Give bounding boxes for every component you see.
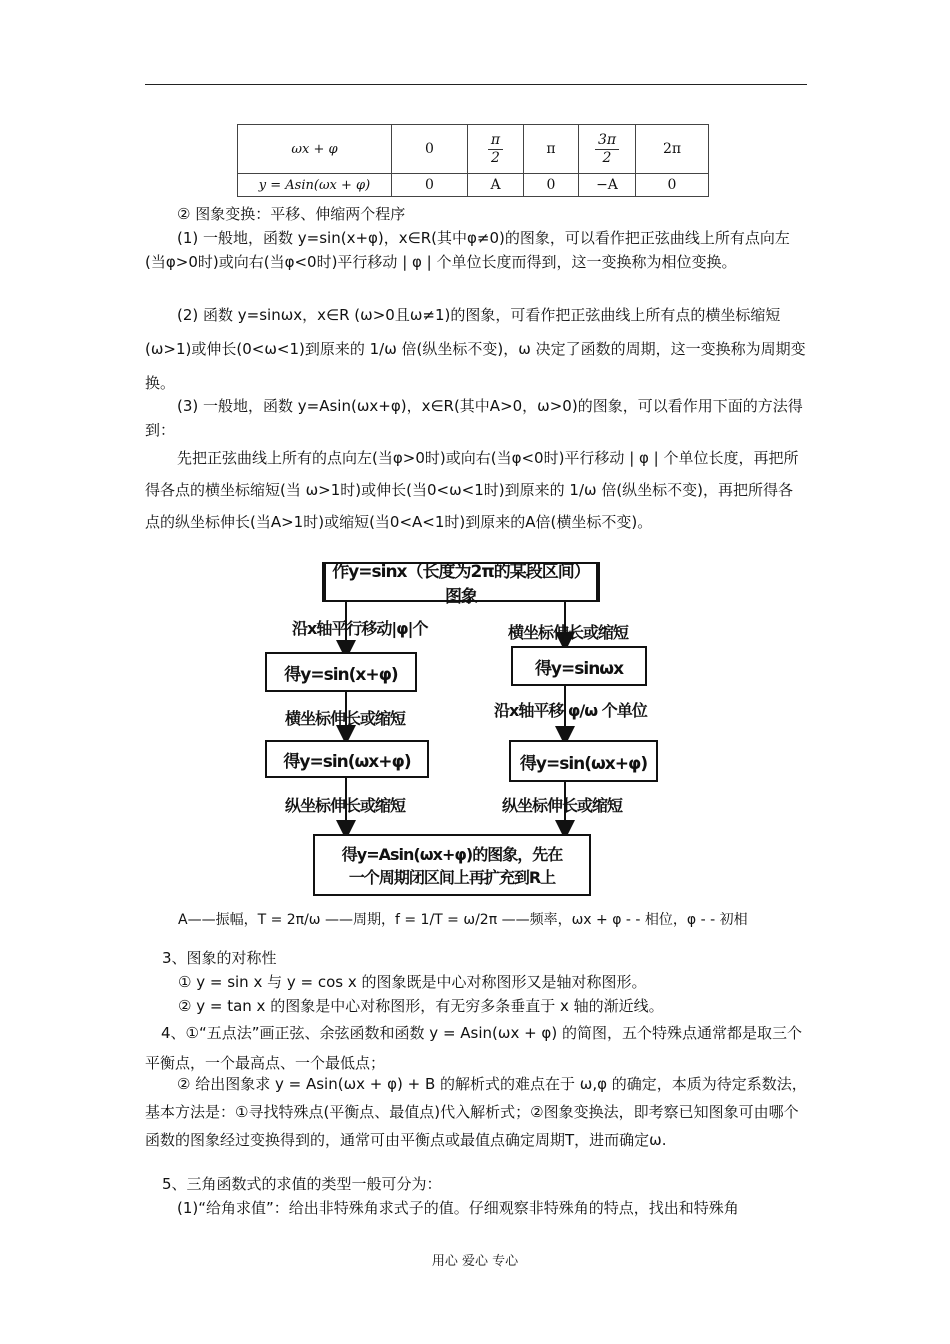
- flow-top-box: 作y=sinx（长度为2π的某段区间）图象: [322, 562, 600, 602]
- table-cell: 0: [392, 174, 468, 197]
- amplitude-formula-line: A——振幅，T = 2π/ω ——周期，f = 1/T = ω/2π ——频率，ωx + φ - - 相位，φ - - 初相: [178, 912, 748, 928]
- section-3-item-2: ② y = tan x 的图象是中心对称图形，有无穷多条垂直于 x 轴的渐近线。: [178, 997, 664, 1015]
- flow-right-label-1: 横坐标伸长或缩短: [508, 623, 629, 642]
- flow-bottom-box: [313, 834, 591, 896]
- flow-bottom-line-2: 一个周期闭区间上再扩充到R上: [348, 868, 556, 887]
- page-footer: 用心 爱心 专心: [431, 1254, 519, 1269]
- flow-left-label-3: 纵坐标伸长或缩短: [285, 796, 406, 815]
- section-5-title: 5、三角函数式的求值的类型一般可分为：: [162, 1175, 442, 1193]
- paragraph-period-change: (2) 函数 y=sinωx，x∈R (ω>0且ω≠1)的图象，可看作把正弦曲线上所有点的横坐标缩短(ω>1)或伸长(0<ω<1)到原来的 1/ω 倍(纵坐标不变)，ω 决定了函数的周期，这一变换称为周期变换。: [145, 306, 806, 392]
- flow-left-label-1: 沿x轴平行移动|φ|个: [292, 619, 428, 638]
- transform-title: ② 图象变换：平移、伸缩两个程序: [177, 205, 406, 223]
- table-cell: $\frac{\pi}{2}$: [468, 125, 524, 174]
- section-3-title: 3、图象的对称性: [162, 949, 277, 967]
- flow-left-box-2: 得y=sin(ωx+φ): [265, 740, 429, 778]
- table-cell: −A: [579, 174, 636, 197]
- section-4-item-2: ② 给出图象求 y = Asin(ωx + φ) + B 的解析式的难点在于 ω,φ 的确定，本质为待定系数法，基本方法是：①寻找特殊点(平衡点、最值点)代入解析式；②图象变换法，即考察已知图象可由哪个函数的图象经过变换得到的，通常可由平衡点或最值点确定周期T，进而确定ω.: [145, 1075, 807, 1149]
- table-cell: 0: [524, 174, 579, 197]
- table-cell: A: [468, 174, 524, 197]
- flow-right-box-1: 得y=sinωx: [511, 646, 647, 686]
- section-5-item-1: (1)“给角求值”：给出非特殊角求式子的值。仔细观察非特殊角的特点，找出和特殊角: [177, 1199, 739, 1217]
- flow-right-box-2: 得y=sin(ωx+φ): [509, 740, 658, 782]
- flow-left-box-1: 得y=sin(x+φ): [265, 652, 417, 692]
- section-4-item-1: 4、①“五点法”画正弦、余弦函数和函数 y = Asin(ωx + φ) 的简图，五个特殊点通常都是取三个平衡点，一个最高点、一个最低点；: [145, 1024, 802, 1072]
- paragraph-method: 先把正弦曲线上所有的点向左(当φ>0时)或向右(当φ<0时)平行移动 | φ | 个单位长度，再把所得各点的横坐标缩短(当 ω>1时)或伸长(当0<ω<1时)到原来的 1/ω 倍(纵坐标不变)，再把所得各点的纵坐标伸长(当A>1时)或缩短(当0<A<1时)到原来的A倍(横坐标不变)。: [145, 449, 799, 531]
- section-3-item-1: ① y = sin x 与 y = cos x 的图象既是中心对称图形又是轴对称图形。: [178, 973, 647, 991]
- table-cell: 0: [392, 125, 468, 174]
- paragraph-general: (3) 一般地，函数 y=Asin(ωx+φ)，x∈R(其中A>0，ω>0)的图象，可以看作用下面的方法得到：: [145, 397, 803, 439]
- flow-right-label-2: 沿x轴平移 φ/ω 个单位: [494, 701, 647, 720]
- flow-bottom-line-1: 得y=Asin(ωx+φ)的图象，先在: [341, 845, 563, 864]
- table-cell: $\frac{3\pi}{2}$: [579, 125, 636, 174]
- table-row-header: y = Asin(ωx + φ): [238, 174, 392, 197]
- paragraph-phase-shift: (1) 一般地，函数 y=sin(x+φ)，x∈R(其中φ≠0)的图象，可以看作把正弦曲线上所有点向左(当φ>0时)或向右(当φ<0时)平行移动 | φ | 个单位长度而得到，这一变换称为相位变换。: [145, 229, 790, 271]
- flow-right-label-3: 纵坐标伸长或缩短: [502, 796, 623, 815]
- table-cell: π: [524, 125, 579, 174]
- table-row-header: ωx + φ: [238, 125, 392, 174]
- table-cell: 0: [636, 174, 709, 197]
- table-cell: 2π: [636, 125, 709, 174]
- flow-left-label-2: 横坐标伸长或缩短: [285, 709, 406, 728]
